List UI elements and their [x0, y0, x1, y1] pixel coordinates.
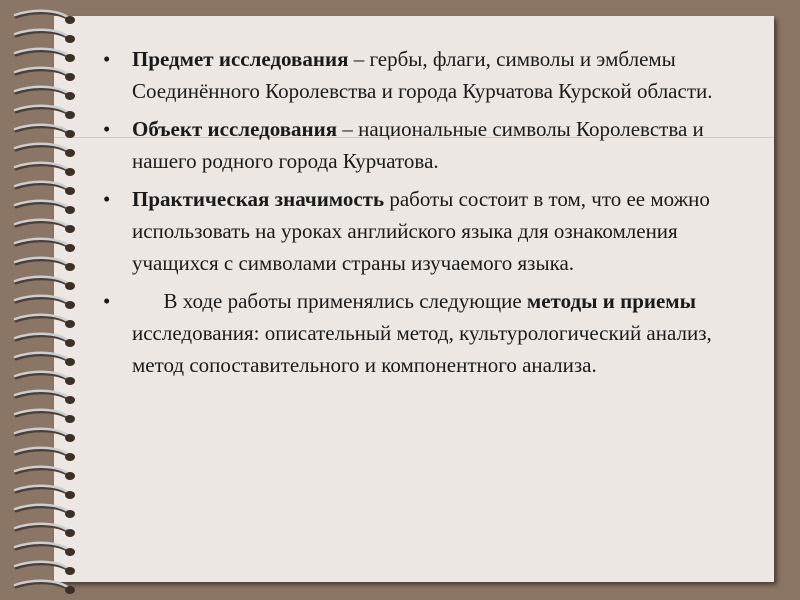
binding-ring-icon: [15, 144, 75, 157]
binding-ring-icon: [15, 448, 75, 461]
item-text: исследования: описательный метод, культурологический анализ, метод сопоставительного и компонентного анализа.: [132, 321, 712, 377]
binding-ring-icon: [15, 410, 75, 423]
spiral-binding-icon: [0, 0, 90, 600]
binding-ring-icon: [15, 429, 75, 442]
list-item-significance: [103, 183, 763, 279]
item-text-before: В ходе работы применялись следующие: [132, 289, 527, 313]
content-list: [103, 43, 763, 387]
binding-ring-icon: [15, 296, 75, 309]
binding-ring-icon: [15, 49, 75, 62]
binding-ring-icon: [15, 315, 75, 328]
item-text: – гербы, флаги, символы и эмблемы Соединённого Королевства и города Курчатова Курской области.: [132, 47, 713, 103]
item-bold-text: Практическая значимость: [132, 187, 385, 211]
binding-ring-icon: [15, 372, 75, 385]
item-bold-text: Объект исследования: [132, 117, 338, 141]
binding-ring-icon: [15, 562, 75, 575]
binding-ring-icon: [15, 258, 75, 271]
binding-ring-icon: [15, 87, 75, 100]
binding-ring-icon: [15, 30, 75, 43]
binding-ring-icon: [15, 239, 75, 252]
list-item-subject: [103, 43, 763, 107]
binding-ring-icon: [15, 277, 75, 290]
binding-ring-icon: [15, 353, 75, 366]
binding-ring-icon: [15, 201, 75, 214]
binding-ring-icon: [15, 467, 75, 480]
binding-ring-icon: [15, 391, 75, 404]
item-bold-text: методы и приемы: [526, 289, 696, 313]
binding-ring-icon: [15, 581, 75, 594]
bullet-icon: •: [103, 187, 111, 211]
binding-ring-icon: [15, 68, 75, 81]
binding-ring-icon: [15, 125, 75, 138]
binding-ring-icon: [15, 543, 75, 556]
item-text: работы состоит в том, что ее можно использовать на уроках английского языка для ознакомления учащихся с символами страны изучаемого языка.: [132, 187, 710, 275]
binding-ring-icon: [15, 11, 75, 24]
item-bold-text: Предмет исследования: [132, 47, 349, 71]
binding-ring-icon: [15, 334, 75, 347]
bullet-icon: •: [103, 117, 111, 141]
list-item-object: [103, 113, 763, 177]
binding-ring-icon: [15, 163, 75, 176]
binding-ring-icon: [15, 486, 75, 499]
list-item-methods: [103, 285, 763, 381]
binding-ring-icon: [15, 524, 75, 537]
binding-ring-icon: [15, 106, 75, 119]
bullet-icon: •: [103, 47, 111, 71]
binding-ring-icon: [15, 182, 75, 195]
binding-ring-icon: [15, 505, 75, 518]
binding-ring-icon: [15, 220, 75, 233]
item-text: – национальные символы Королевства и нашего родного города Курчатова.: [132, 117, 704, 173]
bullet-icon: •: [103, 289, 111, 313]
